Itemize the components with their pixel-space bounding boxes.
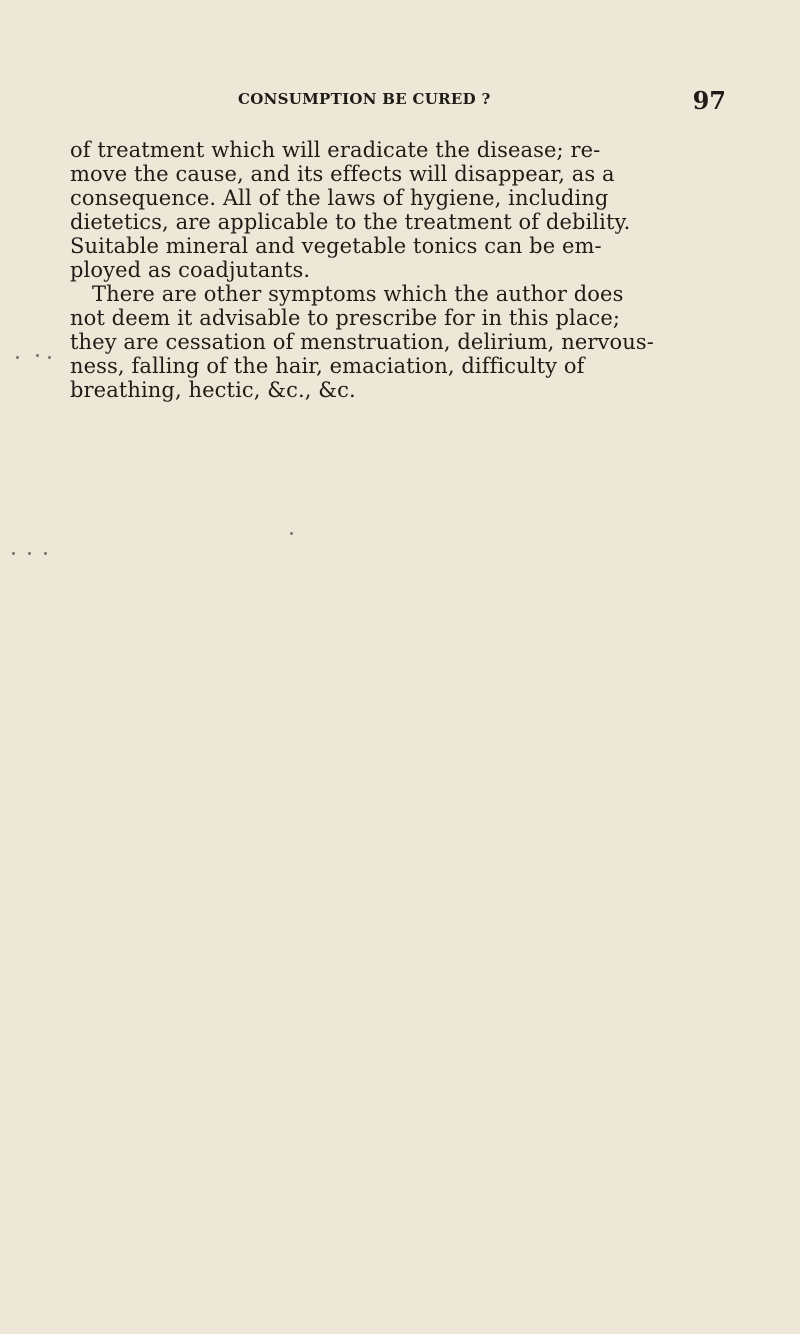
text-line: breathing, hectic, &c., &c. [70,378,356,402]
text-line: ployed as coadjutants. [70,258,311,282]
text-line: they are cessation of menstruation, delirium, nervous- [70,330,654,354]
text-line: not deem it advisable to prescribe for in this place; [70,306,621,330]
paper-speck [28,552,31,555]
paper-speck [48,356,51,359]
paper-speck [12,552,15,555]
running-title: CONSUMPTION BE CURED ? [238,90,491,108]
text-line: ness, falling of the hair, emaciation, difficulty of [70,354,585,378]
paper-speck [44,552,47,555]
paper-speck [290,532,293,535]
paper-speck [36,354,39,357]
page-number: 97 [692,86,726,115]
running-head [238,86,726,116]
text-line: consequence. All of the laws of hygiene, including [70,186,609,210]
text-line: Suitable mineral and vegetable tonics can be em- [70,234,602,258]
text-line: of treatment which will eradicate the disease; re- [70,138,601,162]
text-line: move the cause, and its effects will disappear, as a [70,162,615,186]
text-line: dietetics, are applicable to the treatment of debility. [70,210,631,234]
text-line: There are other symptoms which the author does [92,282,624,306]
paper-speck [16,356,19,359]
